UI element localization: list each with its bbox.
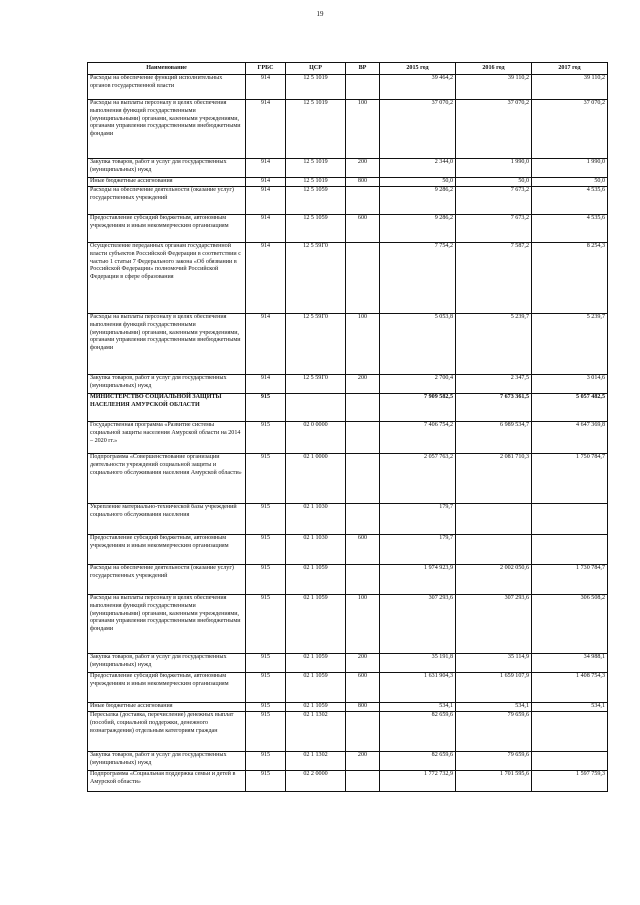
cell-name: Предоставление субсидий бюджетным, автономным учреждениям и иным некоммерческим организациям — [88, 535, 246, 565]
cell-vr: 600 — [346, 215, 380, 243]
cell-csr: 12 5 59Г0 — [286, 314, 346, 375]
cell-2017: 1 408 754,3 — [532, 673, 608, 703]
cell-2017: 37 070,2 — [532, 100, 608, 159]
table-row — [88, 595, 608, 654]
cell-2017: 1 730 784,7 — [532, 565, 608, 595]
cell-2017 — [532, 504, 608, 535]
cell-2016: 7 673,2 — [456, 187, 532, 215]
table-row — [88, 75, 608, 100]
cell-2016: 7 673 361,5 — [456, 394, 532, 422]
cell-vr: 200 — [346, 159, 380, 178]
cell-grbs: 915 — [246, 454, 286, 504]
cell-2016: 5 239,7 — [456, 314, 532, 375]
table-row — [88, 314, 608, 375]
cell-2017: 4 535,6 — [532, 187, 608, 215]
table-row — [88, 771, 608, 792]
cell-vr — [346, 394, 380, 422]
cell-2017: 39 110,2 — [532, 75, 608, 100]
table-row — [88, 159, 608, 178]
cell-csr: 02 1 1059 — [286, 703, 346, 712]
cell-2015: 9 286,2 — [380, 187, 456, 215]
cell-grbs: 914 — [246, 75, 286, 100]
cell-grbs: 915 — [246, 535, 286, 565]
table-row — [88, 187, 608, 215]
table-row — [88, 504, 608, 535]
cell-2015: 179,7 — [380, 504, 456, 535]
table-row — [88, 752, 608, 771]
cell-grbs: 915 — [246, 504, 286, 535]
cell-name: Государственная программа «Развитие системы социальной защиты населения Амурской области на 2014 – 2020 гг.» — [88, 422, 246, 454]
cell-2017: 306 508,2 — [532, 595, 608, 654]
table-row — [88, 454, 608, 504]
cell-grbs: 914 — [246, 178, 286, 187]
cell-csr: 12 5 1059 — [286, 187, 346, 215]
cell-2016: 1 990,0 — [456, 159, 532, 178]
cell-vr: 600 — [346, 535, 380, 565]
table-row — [88, 712, 608, 752]
table-row — [88, 673, 608, 703]
cell-2015: 2 057 763,2 — [380, 454, 456, 504]
cell-csr: 02 1 1059 — [286, 654, 346, 673]
table-row — [88, 178, 608, 187]
cell-2017: 4 535,6 — [532, 215, 608, 243]
cell-name: Иные бюджетные ассигнования — [88, 703, 246, 712]
cell-name: Расходы на выплаты персоналу в целях обеспечения выполнения функций государственными (муниципальными) органами, казенными учреждениями, органами управления государственными внебюджетными фондами — [88, 100, 246, 159]
cell-vr: 200 — [346, 752, 380, 771]
cell-csr: 02 1 0000 — [286, 454, 346, 504]
cell-csr: 02 1 1059 — [286, 673, 346, 703]
cell-vr — [346, 771, 380, 792]
cell-csr — [286, 394, 346, 422]
cell-grbs: 915 — [246, 752, 286, 771]
header-csr: ЦСР — [286, 63, 346, 75]
cell-2015: 82 659,6 — [380, 752, 456, 771]
cell-2016: 7 587,2 — [456, 243, 532, 314]
cell-name: Расходы на выплаты персоналу в целях обеспечения выполнения функций государственными (муниципальными) органами, казенными учреждениями, органами управления государственными внебюджетными фондами — [88, 314, 246, 375]
table-row — [88, 565, 608, 595]
cell-name: Осуществление переданных органам государственной власти субъектов Российской Федерации в соответствии с частью 1 статьи 7 Федерального закона «Об обязвании в Российской Федерации» полномочий Российской Федерации в сфере образования — [88, 243, 246, 314]
cell-2017 — [532, 712, 608, 752]
cell-csr: 12 5 1019 — [286, 75, 346, 100]
cell-grbs: 915 — [246, 595, 286, 654]
cell-2015: 9 286,2 — [380, 215, 456, 243]
cell-grbs: 915 — [246, 673, 286, 703]
table-row — [88, 215, 608, 243]
cell-vr: 200 — [346, 654, 380, 673]
cell-2017: 34 988,1 — [532, 654, 608, 673]
cell-csr: 02 1 1030 — [286, 535, 346, 565]
cell-csr: 12 5 1019 — [286, 159, 346, 178]
cell-csr: 12 5 1019 — [286, 178, 346, 187]
cell-vr — [346, 75, 380, 100]
cell-2016: 2 002 050,6 — [456, 565, 532, 595]
cell-vr — [346, 187, 380, 215]
cell-name: Подпрограмма «Совершенствование организации деятельности учреждений социальной защиты и социального обслуживания населения Амурской области» — [88, 454, 246, 504]
cell-grbs: 914 — [246, 314, 286, 375]
cell-name: Предоставление субсидий бюджетным, автономным учреждениям и иным некоммерческим организациям — [88, 215, 246, 243]
cell-grbs: 914 — [246, 159, 286, 178]
cell-grbs: 915 — [246, 654, 286, 673]
cell-2017: 4 647 369,8 — [532, 422, 608, 454]
cell-vr: 100 — [346, 314, 380, 375]
cell-2017: 50,0 — [532, 178, 608, 187]
cell-name: Расходы на обеспечение деятельности (оказание услуг) государственных учреждений — [88, 187, 246, 215]
cell-name: Закупка товаров, работ и услуг для государственных (муниципальных) нужд — [88, 654, 246, 673]
table-row — [88, 100, 608, 159]
cell-name: Расходы на обеспечение функций исполнительных органов государственной власти — [88, 75, 246, 100]
cell-name: Закупка товаров, работ и услуг для государственных (муниципальных) нужд — [88, 375, 246, 394]
cell-2015: 50,0 — [380, 178, 456, 187]
cell-2015: 1 772 732,9 — [380, 771, 456, 792]
cell-name: Подпрограмма «Социальная поддержка семьи и детей в Амурской области» — [88, 771, 246, 792]
cell-2016: 79 659,6 — [456, 712, 532, 752]
cell-2016: 50,0 — [456, 178, 532, 187]
cell-name: Предоставление субсидий бюджетным, автономным учреждениям и иным некоммерческим организациям — [88, 673, 246, 703]
cell-vr — [346, 454, 380, 504]
cell-csr: 02 2 0000 — [286, 771, 346, 792]
cell-vr — [346, 422, 380, 454]
cell-name: Закупка товаров, работ и услуг для государственных (муниципальных) нужд — [88, 752, 246, 771]
header-name: Наименование — [88, 63, 246, 75]
cell-2016: 307 293,6 — [456, 595, 532, 654]
header-grbs: ГРБС — [246, 63, 286, 75]
cell-2017: 5 239,7 — [532, 314, 608, 375]
cell-name: Закупка товаров, работ и услуг для государственных (муниципальных) нужд — [88, 159, 246, 178]
cell-csr: 02 1 1030 — [286, 504, 346, 535]
cell-2016: 2 081 710,3 — [456, 454, 532, 504]
table-row — [88, 375, 608, 394]
cell-2017: 5 057 482,5 — [532, 394, 608, 422]
table-row — [88, 243, 608, 314]
table-row — [88, 703, 608, 712]
cell-2016: 35 114,9 — [456, 654, 532, 673]
cell-grbs: 914 — [246, 215, 286, 243]
cell-2015: 2 344,0 — [380, 159, 456, 178]
cell-2016: 79 659,6 — [456, 752, 532, 771]
cell-2017: 3 014,6 — [532, 375, 608, 394]
cell-grbs: 915 — [246, 712, 286, 752]
cell-vr: 800 — [346, 178, 380, 187]
budget-table — [87, 62, 608, 792]
cell-2015: 179,7 — [380, 535, 456, 565]
header-2016: 2016 год — [456, 63, 532, 75]
cell-csr: 02 1 1302 — [286, 752, 346, 771]
cell-2016: 37 070,2 — [456, 100, 532, 159]
cell-2017: 8 254,3 — [532, 243, 608, 314]
cell-csr: 12 5 1059 — [286, 215, 346, 243]
cell-2015: 37 070,2 — [380, 100, 456, 159]
cell-name: Расходы на обеспечение деятельности (оказание услуг) государственных учреждений — [88, 565, 246, 595]
cell-2016 — [456, 504, 532, 535]
cell-csr: 02 1 1059 — [286, 595, 346, 654]
cell-2016: 7 673,2 — [456, 215, 532, 243]
table-header-row — [88, 63, 608, 75]
cell-2015: 35 191,8 — [380, 654, 456, 673]
cell-2015: 1 631 904,3 — [380, 673, 456, 703]
cell-2017 — [532, 535, 608, 565]
cell-vr — [346, 565, 380, 595]
cell-vr — [346, 712, 380, 752]
header-vr: ВР — [346, 63, 380, 75]
cell-2015: 5 053,8 — [380, 314, 456, 375]
cell-vr — [346, 504, 380, 535]
page-number: 19 — [316, 10, 324, 18]
cell-vr: 200 — [346, 375, 380, 394]
cell-grbs: 914 — [246, 187, 286, 215]
cell-2016 — [456, 535, 532, 565]
cell-grbs: 915 — [246, 771, 286, 792]
cell-csr: 12 5 59Г0 — [286, 243, 346, 314]
cell-name: Расходы на выплаты персоналу в целях обеспечения выполнения функций государственными (муниципальными) органами, казенными учреждениями, органами управления государственными внебюджетными фондами — [88, 595, 246, 654]
cell-csr: 12 5 59Г0 — [286, 375, 346, 394]
table-row — [88, 422, 608, 454]
cell-2016: 2 347,5 — [456, 375, 532, 394]
cell-vr: 100 — [346, 100, 380, 159]
cell-vr: 600 — [346, 673, 380, 703]
cell-name: МИНИСТЕРСТВО СОЦИАЛЬНОЙ ЗАЩИТЫ НАСЕЛЕНИЯ АМУРСКОЙ ОБЛАСТИ — [88, 394, 246, 422]
cell-name: Пересылка (доставка, перечисление) денежных выплат (пособий, социальной поддержки, денежного вознаграждения) отдельным категориям граждан — [88, 712, 246, 752]
cell-csr: 02 1 1302 — [286, 712, 346, 752]
cell-vr: 100 — [346, 595, 380, 654]
cell-grbs: 915 — [246, 703, 286, 712]
cell-vr — [346, 243, 380, 314]
cell-grbs: 915 — [246, 422, 286, 454]
cell-csr: 02 0 0000 — [286, 422, 346, 454]
table-row — [88, 394, 608, 422]
cell-2015: 1 974 923,9 — [380, 565, 456, 595]
cell-2016: 39 110,2 — [456, 75, 532, 100]
cell-name: Иные бюджетные ассигнования — [88, 178, 246, 187]
cell-csr: 12 5 1019 — [286, 100, 346, 159]
cell-2015: 7 406 754,2 — [380, 422, 456, 454]
cell-grbs: 914 — [246, 100, 286, 159]
header-2017: 2017 год — [532, 63, 608, 75]
cell-2017 — [532, 752, 608, 771]
cell-2017: 1 750 784,7 — [532, 454, 608, 504]
cell-grbs: 914 — [246, 243, 286, 314]
cell-2015: 7 754,2 — [380, 243, 456, 314]
cell-grbs: 915 — [246, 394, 286, 422]
table-row — [88, 654, 608, 673]
cell-2017: 534,1 — [532, 703, 608, 712]
cell-2017: 1 597 759,3 — [532, 771, 608, 792]
cell-2015: 2 700,4 — [380, 375, 456, 394]
cell-vr: 800 — [346, 703, 380, 712]
cell-2015: 307 293,6 — [380, 595, 456, 654]
cell-2016: 6 989 534,7 — [456, 422, 532, 454]
cell-2015: 7 909 582,5 — [380, 394, 456, 422]
cell-2017: 1 990,0 — [532, 159, 608, 178]
header-2015: 2015 год — [380, 63, 456, 75]
cell-2015: 39 464,2 — [380, 75, 456, 100]
cell-2016: 1 659 107,9 — [456, 673, 532, 703]
cell-2016: 1 701 595,6 — [456, 771, 532, 792]
cell-2016: 534,1 — [456, 703, 532, 712]
table-row — [88, 535, 608, 565]
cell-grbs: 914 — [246, 375, 286, 394]
cell-2015: 534,1 — [380, 703, 456, 712]
cell-csr: 02 1 1059 — [286, 565, 346, 595]
cell-name: Укрепление материально-технической базы учреждений социального обслуживания населения — [88, 504, 246, 535]
cell-grbs: 915 — [246, 565, 286, 595]
cell-2015: 82 659,6 — [380, 712, 456, 752]
